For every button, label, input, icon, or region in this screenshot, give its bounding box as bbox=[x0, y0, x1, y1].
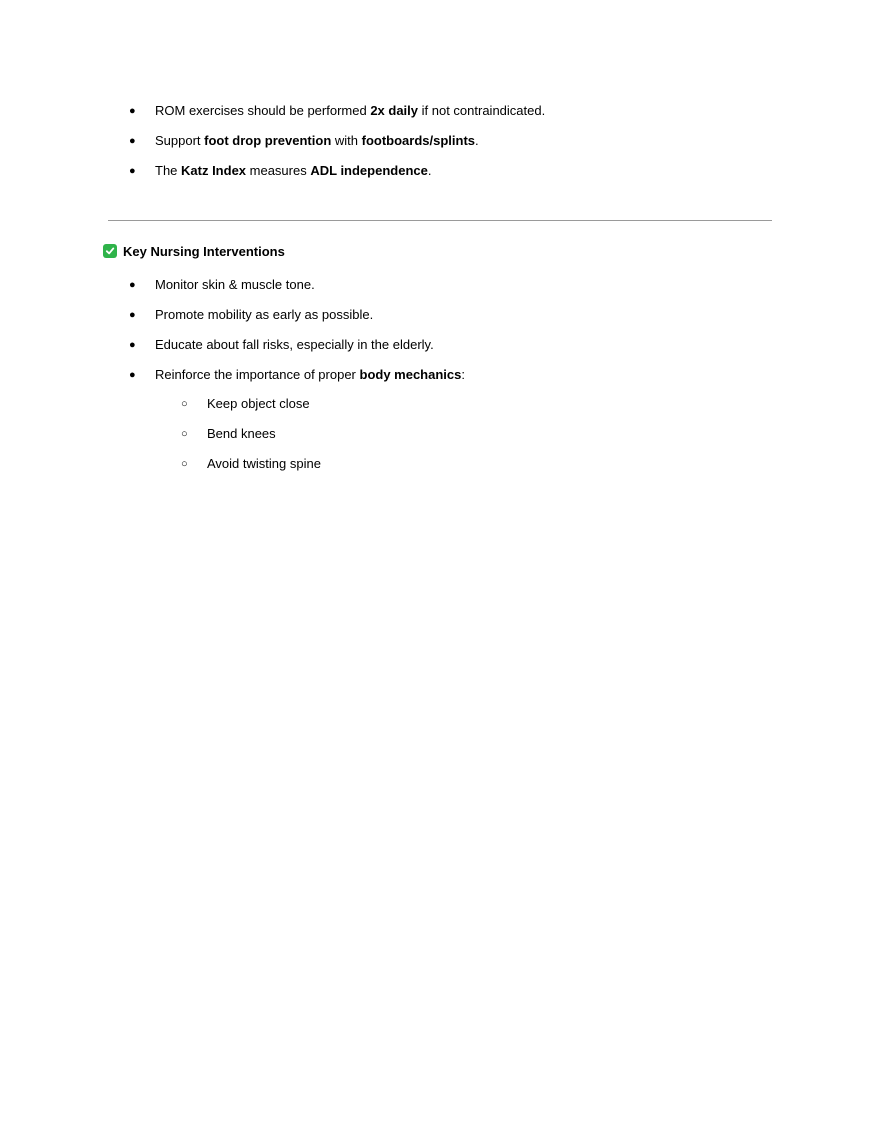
emphasis-text: ADL independence bbox=[310, 163, 428, 178]
bullet-glyph: ● bbox=[129, 135, 136, 147]
emphasis-text: 2x daily bbox=[370, 103, 419, 118]
horizontal-divider bbox=[108, 220, 772, 221]
sub-bullet-glyph: ○ bbox=[181, 398, 188, 410]
list-item-promote: Promote mobility as early as possible. bbox=[155, 307, 374, 322]
emphasis-text: Katz Index bbox=[181, 163, 247, 178]
list-item-foot-drop: Support foot drop prevention with footboards/splints. bbox=[155, 133, 479, 148]
emphasis-text: body mechanics bbox=[359, 367, 462, 382]
list-item-rom: ROM exercises should be performed 2x daily if not contraindicated. bbox=[155, 103, 546, 118]
sub-list-item: Bend knees bbox=[207, 426, 276, 441]
list-item-reinforce: Reinforce the importance of proper body mechanics: bbox=[155, 367, 465, 382]
emphasis-text: footboards/splints bbox=[361, 133, 475, 148]
list-item-monitor: Monitor skin & muscle tone. bbox=[155, 277, 315, 292]
sub-bullet-glyph: ○ bbox=[181, 458, 188, 470]
bullet-glyph: ● bbox=[129, 165, 136, 177]
bullet-glyph: ● bbox=[129, 369, 136, 381]
emphasis-text: foot drop prevention bbox=[204, 133, 332, 148]
sub-bullet-glyph: ○ bbox=[181, 428, 188, 440]
list-item-educate: Educate about fall risks, especially in the elderly. bbox=[155, 337, 434, 352]
check-mark-icon bbox=[105, 246, 115, 256]
bullet-glyph: ● bbox=[129, 339, 136, 351]
section-heading: Key Nursing Interventions bbox=[123, 244, 285, 259]
bullet-glyph: ● bbox=[129, 105, 136, 117]
list-item-katz: The Katz Index measures ADL independence. bbox=[155, 163, 432, 178]
check-mark-button-icon bbox=[103, 244, 117, 258]
sub-list-item: Avoid twisting spine bbox=[207, 456, 321, 471]
sub-list-item: Keep object close bbox=[207, 396, 310, 411]
bullet-glyph: ● bbox=[129, 309, 136, 321]
bullet-glyph: ● bbox=[129, 279, 136, 291]
